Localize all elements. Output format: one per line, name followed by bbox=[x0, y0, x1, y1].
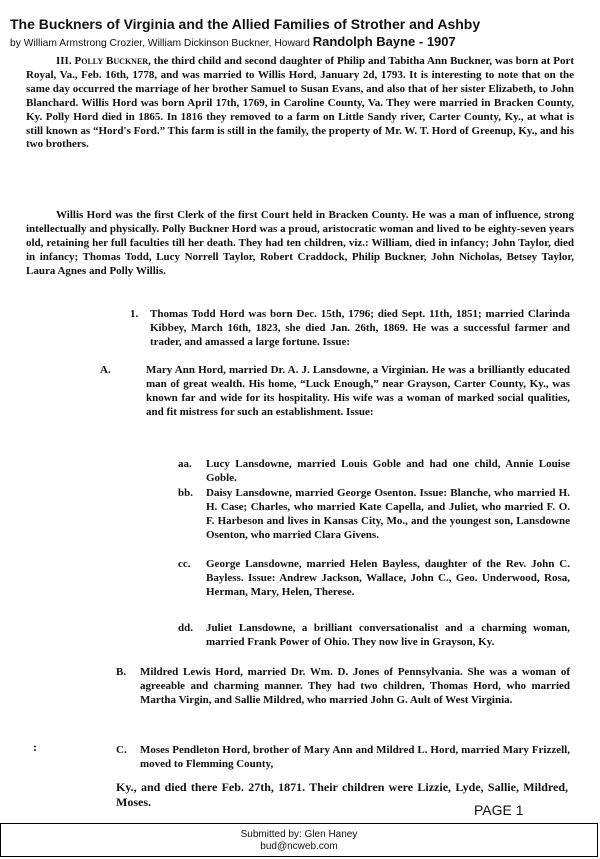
list-item-text: Moses Pendleton Hord, brother of Mary Ann and Mildred L. Hord, married Mary Frizzell, moved to Flemming County, bbox=[140, 744, 570, 770]
list-marker: A. bbox=[100, 364, 111, 376]
list-marker: dd. bbox=[178, 622, 193, 634]
list-marker: aa. bbox=[178, 458, 192, 470]
section-numeral: III. bbox=[56, 55, 72, 67]
byline-authors: by William Armstrong Crozier, William Dickinson Buckner, Howard bbox=[10, 38, 313, 49]
byline-last-author-year: Randolph Bayne - 1907 bbox=[312, 34, 456, 49]
list-marker: B. bbox=[116, 666, 127, 678]
submission-footer bbox=[0, 823, 598, 857]
list-item-text: George Lansdowne, married Helen Bayless, daughter of the Rev. John C. Bayless. Issue: Andrew Jackson, Wallace, John C., Geo. Underwood, Rosa, Herman, Mary, Helen, Therese. bbox=[206, 558, 570, 598]
document-title: The Buckners of Virginia and the Allied Families of Strother and Ashby bbox=[10, 16, 481, 32]
paragraph-1-text: , the third child and second daughter of Philip and Tabitha Ann Buckner, was born at Port Royal, Va., Feb. 16th, 1778, and was married to Willis Hord, January 2d, 1793. It is interesting to note that on the same day occurred the marriage of her brother Samuel to Susan Evans, and also that of her sister Elizabeth, to John Blanchard. Willis Hord was born April 17th, 1769, in Caroline County, Va. They were married in Bracken County, Ky. Polly Hord died in 1865. In 1816 they removed to a farm on Little Sandy river, Carter County, Ky., at what is still known as “Hord's Ford.” This farm is still in the family, the property of Mr. W. T. Hord of Greenup, Ky., and his two brothers. bbox=[26, 55, 574, 151]
list-item-text: Thomas Todd Hord was born Dec. 15th, 1796; died Sept. 11th, 1851; married Clarinda Kibbey, March 16th, 1823, she died Jan. 26th, 1869. He was a successful farmer and trader, and amassed a large fortune. Issue: bbox=[150, 308, 570, 348]
list-marker: cc. bbox=[178, 558, 191, 570]
list-item-text: Daisy Lansdowne, married George Osenton. Issue: Blanche, who married H. H. Case; Charles, who married Kate Capella, and Juliet, who married F. O. F. Harbeson and lives in Kansas City, Mo., and the youngest son, Lansdowne Osenton, who married Clara Givens. bbox=[206, 487, 570, 541]
list-item-text: Mildred Lewis Hord, married Dr. Wm. D. Jones of Pennsylvania. She was a woman of agreeable and charming manner. They had two children, Thomas Hord, who married Martha Virgin, and Sallie Mildred, who married John G. Ault of West Virginia. bbox=[140, 666, 570, 706]
list-marker: C. bbox=[116, 744, 127, 756]
list-item-text: Juliet Lansdowne, a brilliant conversationalist and a charming woman, married Frank Power of Ohio. They now live in Grayson, Ky. bbox=[206, 622, 570, 648]
byline bbox=[10, 34, 595, 49]
paragraph-polly-buckner bbox=[26, 55, 574, 152]
page-number: PAGE 1 bbox=[474, 802, 524, 818]
margin-mark: : bbox=[33, 740, 37, 754]
list-marker: 1. bbox=[130, 308, 139, 320]
submitter-email[interactable]: bud@ncweb.com bbox=[260, 841, 338, 852]
paragraph-willis-hord: Willis Hord was the first Clerk of the first Court held in Bracken County. He was a man of influence, strong intellectually and physically. Polly Buckner Hord was a proud, aristocratic woman and lived to be eighty-seven years old, retaining her full faculties till her death. They had ten children, viz.: William, died in infancy; John Taylor, died in infancy; Thomas Todd, Lucy Norrell Taylor, Robert Craddock, Philip Buckner, John Nicholas, Betsey Taylor, Laura Agnes and Polly Willis. bbox=[26, 209, 574, 277]
list-marker: bb. bbox=[178, 487, 193, 499]
list-item-text: Lucy Lansdowne, married Louis Goble and had one child, Annie Louise Goble. bbox=[206, 458, 570, 484]
list-item-text: Mary Ann Hord, married Dr. A. J. Lansdowne, a Virginian. He was a brilliantly educated man of great wealth. His home, “Luck Enough,” near Grayson, Carter County, Ky., was known far and wide for its hospitality. His wife was a woman of marked social qualities, and fit mistress for such an establishment. Issue: bbox=[146, 364, 570, 418]
list-item-c-continuation: Ky., and died there Feb. 27th, 1871. Their children were Lizzie, Lyde, Sallie, Mildred, Moses. bbox=[116, 780, 568, 809]
section-name: Polly Buckner bbox=[74, 55, 149, 67]
submitted-by: Submitted by: Glen Haney bbox=[240, 829, 358, 840]
